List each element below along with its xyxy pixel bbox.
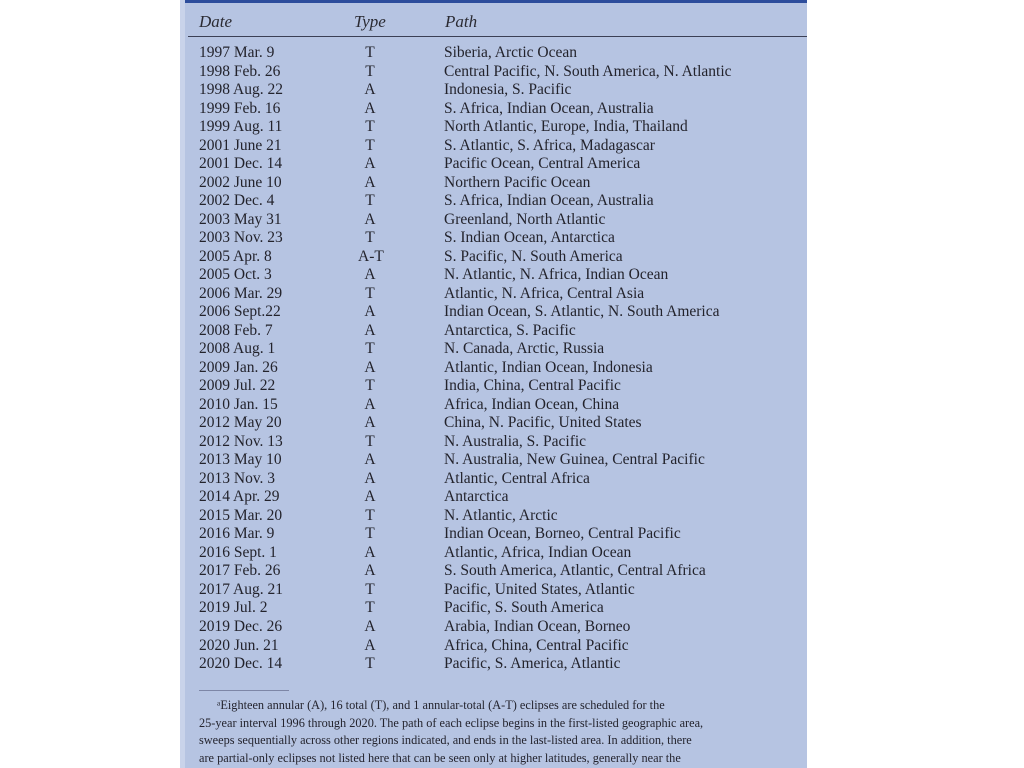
table-row — [180, 118, 807, 137]
cell-date: 1999 Aug. 11 — [199, 118, 283, 136]
cell-path: Pacific Ocean, Central America — [444, 155, 641, 173]
cell-path: S. Africa, Indian Ocean, Australia — [444, 99, 654, 117]
cell-date: 2002 June 10 — [199, 173, 282, 191]
cell-path: India, China, Central Pacific — [444, 377, 621, 395]
cell-type: T — [365, 229, 375, 247]
cell-type: A-T — [358, 247, 384, 265]
cell-type: A — [364, 303, 376, 321]
cell-type: T — [365, 118, 375, 136]
table-row — [180, 137, 807, 156]
table-row — [180, 581, 807, 600]
cell-path: Africa, China, Central Pacific — [444, 636, 629, 654]
cell-type: T — [365, 599, 375, 617]
cell-type: A — [364, 266, 376, 284]
cell-type: T — [365, 44, 375, 61]
cell-date: 2002 Dec. 4 — [199, 192, 275, 210]
cell-path: Atlantic, Indian Ocean, Indonesia — [444, 358, 653, 376]
cell-date: 2005 Apr. 8 — [199, 247, 272, 265]
cell-path: Indian Ocean, Borneo, Central Pacific — [444, 525, 681, 543]
header-date: Date — [199, 12, 233, 31]
table-row — [180, 618, 807, 637]
cell-type: A — [364, 81, 376, 99]
table-row — [180, 562, 807, 581]
table-row — [180, 174, 807, 193]
cell-date: 2005 Oct. 3 — [199, 266, 272, 284]
table-row — [180, 470, 807, 489]
cell-date: 2015 Mar. 20 — [199, 506, 283, 524]
cell-type: A — [364, 451, 376, 469]
cell-date: 2008 Feb. 7 — [199, 321, 273, 339]
table-body — [180, 44, 807, 674]
cell-path: N. Australia, New Guinea, Central Pacific — [444, 451, 705, 469]
cell-type: A — [364, 488, 376, 506]
cell-type: A — [364, 636, 376, 654]
cell-date: 1997 Mar. 9 — [199, 44, 275, 61]
table-row — [180, 192, 807, 211]
cell-type: A — [364, 414, 376, 432]
top-color-band — [180, 0, 807, 3]
table-row — [180, 544, 807, 563]
cell-type: T — [365, 377, 375, 395]
table-header — [180, 6, 807, 36]
cell-path: North Atlantic, Europe, India, Thailand — [444, 118, 688, 136]
cell-date: 2013 May 10 — [199, 451, 282, 469]
cell-path: Pacific, United States, Atlantic — [444, 580, 635, 598]
cell-date: 1998 Aug. 22 — [199, 81, 283, 99]
cell-date: 2006 Mar. 29 — [199, 284, 283, 302]
cell-date: 2012 May 20 — [199, 414, 282, 432]
table-row — [180, 266, 807, 285]
table-row — [180, 377, 807, 396]
table-row — [180, 488, 807, 507]
cell-type: A — [364, 173, 376, 191]
cell-date: 2009 Jul. 22 — [199, 377, 276, 395]
header-rule — [188, 36, 807, 37]
footnote-line: sweeps sequentially across other regions indicated, and ends in the last-listed area. In addition, there — [199, 733, 692, 747]
cell-path: S. Africa, Indian Ocean, Australia — [444, 192, 654, 210]
cell-path: Antarctica — [444, 488, 509, 506]
cell-type: A — [364, 562, 376, 580]
footnote-rule — [199, 690, 289, 691]
cell-date: 2008 Aug. 1 — [199, 340, 276, 358]
cell-path: S. Atlantic, S. Africa, Madagascar — [444, 136, 655, 154]
table-row — [180, 211, 807, 230]
cell-type: T — [365, 340, 375, 358]
table-row — [180, 599, 807, 618]
table-row — [180, 451, 807, 470]
cell-path: Arabia, Indian Ocean, Borneo — [444, 617, 631, 635]
cell-path: N. Australia, S. Pacific — [444, 432, 587, 450]
table-row — [180, 322, 807, 341]
cell-path: S. South America, Atlantic, Central Africa — [444, 562, 706, 580]
cell-path: Pacific, S. America, Atlantic — [444, 655, 621, 673]
table-row — [180, 525, 807, 544]
cell-date: 2014 Apr. 29 — [199, 488, 280, 506]
cell-path: N. Atlantic, Arctic — [444, 506, 558, 524]
cell-type: T — [365, 192, 375, 210]
cell-date: 2012 Nov. 13 — [199, 432, 283, 450]
cell-date: 2020 Jun. 21 — [199, 636, 279, 654]
table-row — [180, 637, 807, 656]
table-row — [180, 285, 807, 304]
cell-path: China, N. Pacific, United States — [444, 414, 642, 432]
cell-type: A — [364, 617, 376, 635]
table-row — [180, 433, 807, 452]
cell-type: A — [364, 358, 376, 376]
cell-date: 2001 June 21 — [199, 136, 282, 154]
cell-date: 2016 Sept. 1 — [199, 543, 277, 561]
cell-type: T — [365, 525, 375, 543]
cell-path: Northern Pacific Ocean — [444, 173, 591, 191]
cell-date: 2020 Dec. 14 — [199, 655, 283, 673]
cell-type: A — [364, 469, 376, 487]
table-row — [180, 229, 807, 248]
cell-type: A — [364, 321, 376, 339]
footnote-line: are partial-only eclipses not listed here that can be seen only at higher latitudes, generally near the — [199, 750, 681, 765]
table-row — [180, 44, 807, 63]
cell-date: 2019 Jul. 2 — [199, 599, 268, 617]
table-row — [180, 340, 807, 359]
cell-path: S. Pacific, N. South America — [444, 247, 623, 265]
cell-date: 2003 Nov. 23 — [199, 229, 283, 247]
table-row — [180, 248, 807, 267]
table-row — [180, 81, 807, 100]
cell-path: N. Atlantic, N. Africa, Indian Ocean — [444, 266, 669, 284]
cell-type: T — [365, 655, 375, 673]
cell-type: A — [364, 543, 376, 561]
cell-type: A — [364, 155, 376, 173]
table-row — [180, 359, 807, 378]
header-type: Type — [354, 12, 386, 31]
table-row — [180, 100, 807, 119]
table-row — [180, 655, 807, 674]
cell-type: A — [364, 395, 376, 413]
cell-path: Antarctica, S. Pacific — [444, 321, 576, 339]
table-row — [180, 63, 807, 82]
cell-date: 2017 Feb. 26 — [199, 562, 281, 580]
cell-date: 2001 Dec. 14 — [199, 155, 283, 173]
cell-date: 2019 Dec. 26 — [199, 617, 283, 635]
table-row — [180, 396, 807, 415]
table-row — [180, 414, 807, 433]
cell-path: Africa, Indian Ocean, China — [444, 395, 620, 413]
cell-path: S. Indian Ocean, Antarctica — [444, 229, 615, 247]
cell-date: 2016 Mar. 9 — [199, 525, 275, 543]
cell-path: Atlantic, Africa, Indian Ocean — [444, 543, 632, 561]
cell-date: 2017 Aug. 21 — [199, 580, 283, 598]
cell-path: Atlantic, N. Africa, Central Asia — [444, 284, 645, 302]
cell-path: Siberia, Arctic Ocean — [444, 44, 577, 61]
cell-path: Greenland, North Atlantic — [444, 210, 606, 228]
cell-path: N. Canada, Arctic, Russia — [444, 340, 605, 358]
cell-path: Pacific, S. South America — [444, 599, 604, 617]
cell-path: Central Pacific, N. South America, N. Atlantic — [444, 62, 732, 80]
cell-type: T — [365, 62, 375, 80]
table-row — [180, 303, 807, 322]
cell-date: 2013 Nov. 3 — [199, 469, 276, 487]
header-path: Path — [445, 12, 478, 31]
cell-type: T — [365, 506, 375, 524]
cell-date: 2010 Jan. 15 — [199, 395, 278, 413]
cell-date: 2009 Jan. 26 — [199, 358, 278, 376]
cell-date: 2003 May 31 — [199, 210, 282, 228]
cell-date: 2006 Sept.22 — [199, 303, 281, 321]
document-page — [180, 0, 807, 768]
table-row — [180, 507, 807, 526]
footnote — [199, 697, 795, 767]
cell-type: T — [365, 284, 375, 302]
cell-date: 1998 Feb. 26 — [199, 62, 281, 80]
cell-path: Indonesia, S. Pacific — [444, 81, 572, 99]
cell-type: A — [364, 99, 376, 117]
footnote-line: 25-year interval 1996 through 2020. The path of each eclipse begins in the first-listed geographic area, — [199, 715, 704, 730]
cell-type: T — [365, 432, 375, 450]
cell-type: T — [365, 136, 375, 154]
cell-type: T — [365, 580, 375, 598]
footnote-line: ᵃEighteen annular (A), 16 total (T), and 1 annular-total (A-T) eclipses are scheduled for the — [217, 698, 665, 712]
cell-path: Indian Ocean, S. Atlantic, N. South America — [444, 303, 720, 321]
cell-path: Atlantic, Central Africa — [444, 469, 590, 487]
cell-type: A — [364, 210, 376, 228]
cell-date: 1999 Feb. 16 — [199, 99, 281, 117]
table-row — [180, 155, 807, 174]
